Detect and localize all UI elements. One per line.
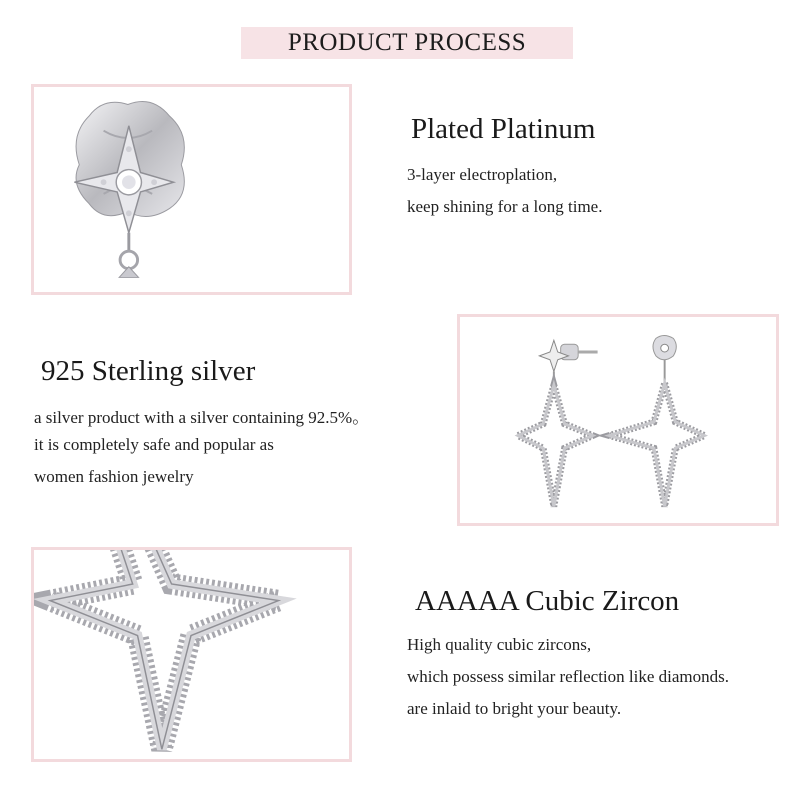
section-2-line-3: women fashion jewelry bbox=[34, 467, 194, 486]
earring-stud-closeup-photo bbox=[31, 84, 352, 295]
section-2-line-2: it is completely safe and popular as bbox=[34, 435, 274, 454]
section-1-title: Plated Platinum bbox=[411, 113, 596, 145]
section-2-title: 925 Sterling silver bbox=[41, 355, 256, 387]
section-1-line-1: 3-layer electroplation, bbox=[407, 165, 558, 184]
earring-stud-illustration bbox=[34, 87, 349, 292]
page-title: PRODUCT PROCESS bbox=[287, 29, 527, 56]
section-1-line-2: keep shining for a long time. bbox=[407, 197, 603, 216]
star-earrings-illustration bbox=[460, 317, 776, 523]
section-3-title: AAAAA Cubic Zircon bbox=[415, 585, 680, 617]
section-3-line-2: which possess similar reflection like diamonds. bbox=[407, 667, 729, 686]
star-earrings-pair-photo bbox=[457, 314, 779, 526]
section-3-line-3: are inlaid to bright your beauty. bbox=[407, 699, 622, 718]
star-closeup-illustration bbox=[34, 550, 349, 759]
section-3-line-1: High quality cubic zircons, bbox=[407, 635, 592, 654]
header-banner bbox=[241, 27, 573, 59]
star-pendant-zircon-closeup-photo bbox=[31, 547, 352, 762]
section-2-line-1: a silver product with a silver containing 92.5%。 bbox=[34, 408, 370, 427]
